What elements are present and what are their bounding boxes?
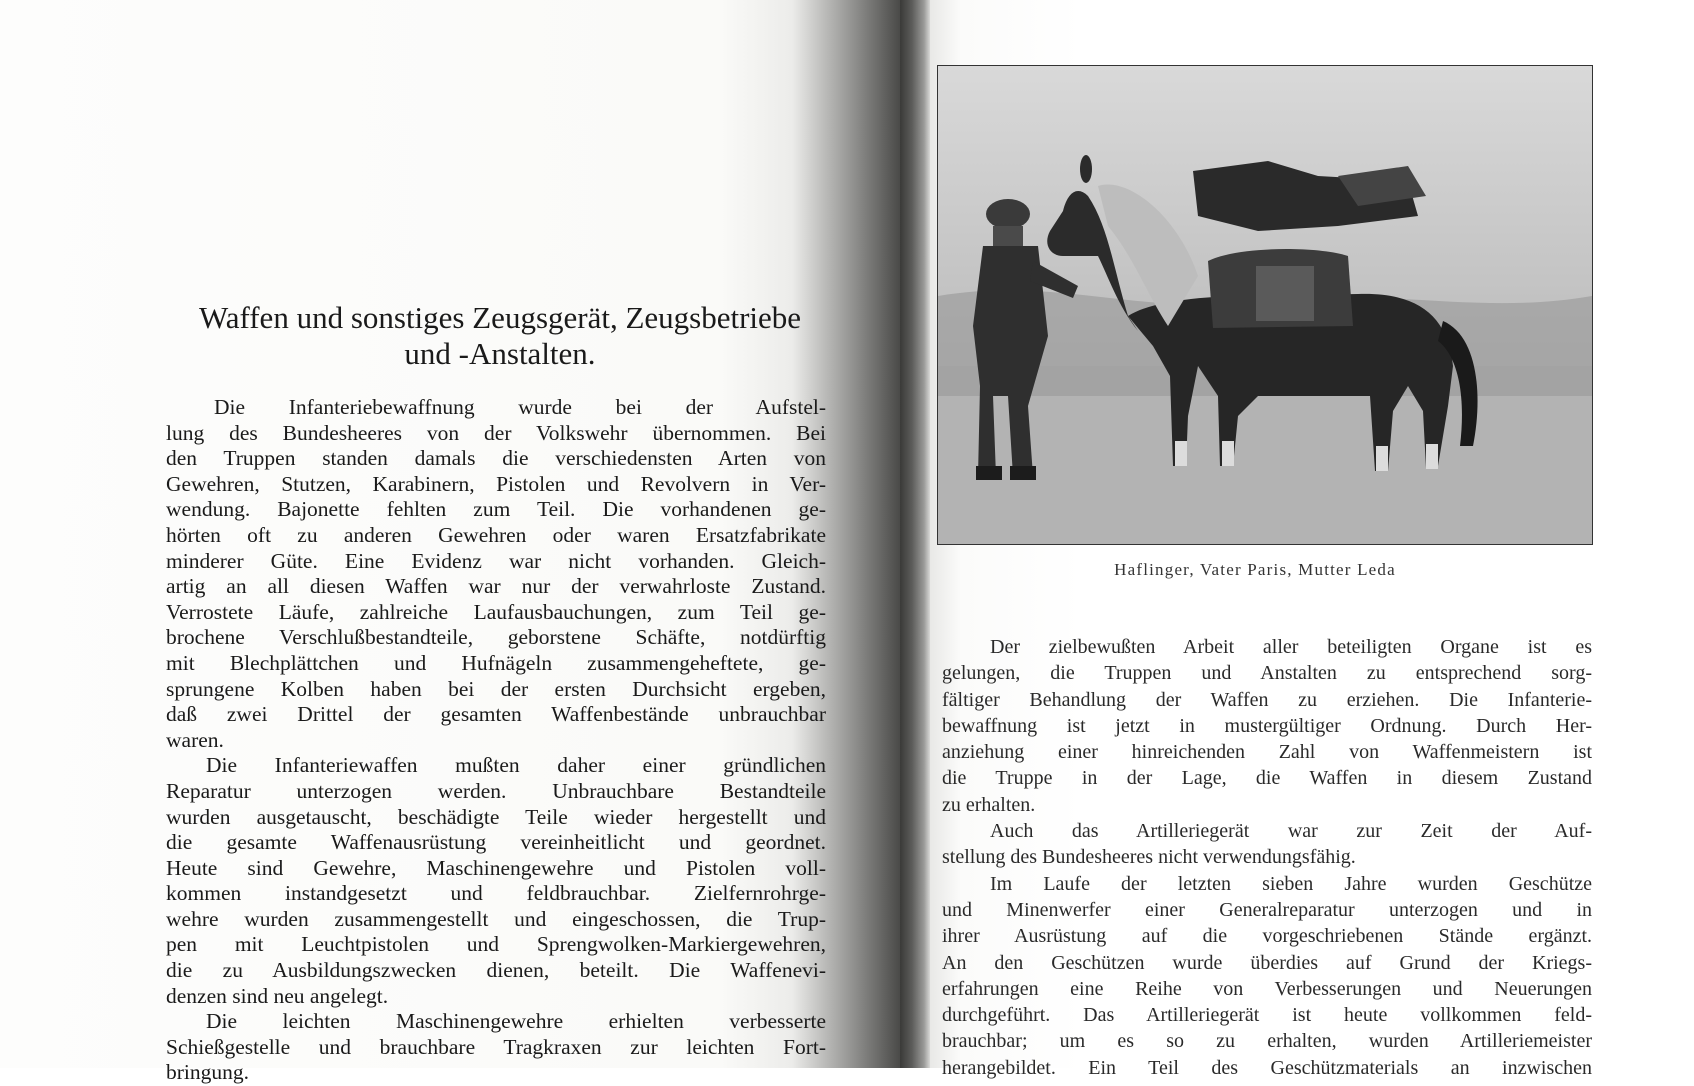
text-line: herangebildet. Ein Teil des Geschützmaterials an inzwischen (942, 1056, 1592, 1079)
text-line: fältiger Behandlung der Waffen zu erziehen. Die Infanterie- (942, 688, 1592, 711)
text-line: Im Laufe der letzten sieben Jahre wurden Geschütze (990, 872, 1592, 895)
right-page (930, 0, 1694, 1079)
text-line: Die leichten Maschinengewehre erhielten verbesserte (206, 1009, 826, 1034)
text-line: pen mit Leuchtpistolen und Sprengwolken-Markiergewehren, (166, 932, 826, 957)
right-body-text (942, 634, 1592, 1081)
text-line: lung des Bundesheeres von der Volkswehr übernommen. Bei (166, 420, 826, 445)
chapter-title-line-1: Waffen und sonstiges Zeugsgerät, Zeugsbetriebe (198, 300, 802, 335)
text-line: durchgeführt. Das Artilleriegerät ist heute vollkommen feld- (942, 1004, 1592, 1027)
text-line: zu erhalten. (942, 793, 1036, 816)
text-line: erfahrungen eine Reihe von Verbesserungen und Neuerungen (942, 977, 1592, 1000)
text-line: ihrer Ausrüstung auf die vorgeschriebenen Stände ergänzt. (942, 925, 1592, 948)
text-line: brauchbar; um es so zu erhalten, wurden Artilleriemeister (942, 1030, 1592, 1053)
text-line: bewaffnung ist jetzt in mustergültiger Ordnung. Durch Her- (942, 714, 1592, 737)
text-line: die Truppe in der Lage, die Waffen in diesem Zustand (942, 767, 1592, 790)
text-line: Der zielbewußten Arbeit aller beteiligten Organe ist es (990, 636, 1592, 658)
text-line: An den Geschützen wurde überdies auf Grund der Kriegs- (942, 951, 1592, 974)
text-line: bringung. (166, 1060, 250, 1085)
chapter-title-line-2: und -Anstalten. (404, 336, 596, 371)
text-line: Auch das Artilleriegerät war zur Zeit der Auf- (990, 820, 1592, 843)
text-line: und Minenwerfer einer Generalreparatur unterzogen und in (942, 898, 1592, 921)
text-line: denzen sind neu angelegt. (166, 983, 389, 1008)
text-line: stellung des Bundesheeres nicht verwendungsfähig. (942, 846, 1356, 869)
text-line: Heute sind Gewehre, Maschinengewehre und Pistolen voll- (166, 855, 826, 880)
text-line: brochene Verschlußbestandteile, geborstene Schäfte, notdürftig (166, 625, 826, 650)
text-line: gelungen, die Truppen und Anstalten zu entsprechend sorg- (942, 662, 1592, 685)
text-line: wendung. Bajonette fehlten zum Teil. Die vorhandenen ge- (166, 497, 826, 522)
left-body-text (166, 395, 826, 1086)
text-line: Die Infanteriebewaffnung wurde bei der Aufstel- (214, 395, 826, 419)
text-line: die gesamte Waffenausrüstung vereinheitlicht und geordnet. (166, 830, 826, 855)
text-line: mit Blechplättchen und Hufnägeln zusammengeheftete, ge- (166, 650, 826, 675)
text-line: wehre wurden zusammengestellt und eingeschossen, die Trup- (166, 906, 826, 931)
text-line: wurden ausgetauscht, beschädigte Teile wieder hergestellt und (166, 804, 826, 829)
chapter-title (150, 300, 850, 372)
text-line: daß zwei Drittel der gesamten Waffenbestände unbrauchbar (166, 702, 826, 727)
text-line: die zu Ausbildungszwecken dienen, beteilt. Die Waffenevi- (166, 958, 826, 983)
text-line: waren. (166, 727, 224, 752)
text-line: hörten oft zu anderen Gewehren oder waren Ersatzfabrikate (166, 522, 826, 547)
text-line: kommen instandgesetzt und feldbrauchbar. Zielfernrohrge- (166, 881, 826, 906)
text-line: artig an all diesen Waffen war nur der verwahrloste Zustand. (166, 574, 826, 599)
text-line: Die Infanteriewaffen mußten daher einer gründlichen (206, 753, 826, 778)
text-line: Schießgestelle und brauchbare Tragkraxen zur leichten Fort- (166, 1034, 826, 1059)
book-spine-shadow (900, 0, 930, 1068)
photo-caption: Haflinger, Vater Paris, Mutter Leda (1114, 560, 1396, 579)
text-line: den Truppen standen damals die verschiedensten Arten von (166, 446, 826, 471)
horse-photograph (937, 65, 1593, 545)
horse-photo-illustration (938, 66, 1592, 544)
text-line: anziehung einer hinreichenden Zahl von Waffenmeistern ist (942, 741, 1592, 764)
text-line: minderer Güte. Eine Evidenz war nicht vorhanden. Gleich- (166, 548, 826, 573)
text-line: Verrostete Läufe, zahlreiche Laufausbauchungen, zum Teil ge- (166, 599, 826, 624)
text-line: Gewehren, Stutzen, Karabinern, Pistolen und Revolvern in Ver- (166, 471, 826, 496)
text-line: Reparatur unterzogen werden. Unbrauchbare Bestandteile (166, 778, 826, 803)
text-line: sprungene Kolben haben bei der ersten Durchsicht ergeben, (166, 676, 826, 701)
